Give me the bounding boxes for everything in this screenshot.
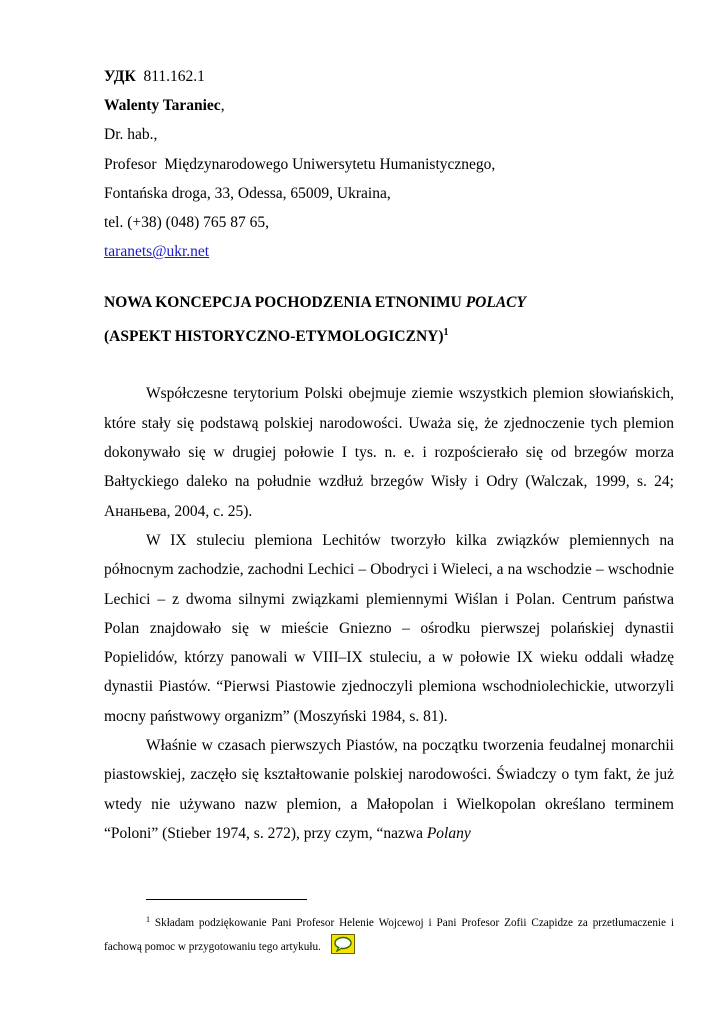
title-main: NOWA KONCEPCJA POCHODZENIA ETNONIMU: [104, 294, 466, 312]
footnote-separator: [146, 899, 307, 900]
author-degree: Dr. hab.,: [104, 126, 158, 144]
author-header: [104, 62, 674, 266]
title-line-2: [104, 318, 674, 352]
title-subtitle: (ASPEKT HISTORYCZNO-ETYMOLOGICZNY): [104, 328, 444, 346]
paragraph-2: W IX stuleciu plemiona Lechitów tworzyło kilka związków plemiennych na północnym zachodzie, zachodni Lechici – Obodryci i Wieleci, a na wschodzie – wschodnie Lechici – z dwoma silnymi związkami plemiennymi Wiślan i Polan. Centrum państwa Polan znajdowało się w mieście Gniezno – ośrodku pierwszej polańskiej dynastii Popielidów, którzy panowali w VIII–IX stuleciu, a w połowie IX wieku oddali władzę dynastii Piastów. “Pierwsi Piastowie zjednoczyli plemiona wschodniolechickie, utworzyli mocny państwowy organizm” (Moszyński 1984, s. 81).: [104, 531, 674, 725]
paragraph-1: Współczesne terytorium Polski obejmuje ziemie wszystkich plemion słowiańskich, które stały się podstawą polskiej narodowości. Uważa się, że zjednoczenie tych plemion dokonywało się w drugiej połowie I tys. n. e. i rozpościerało się od brzegów morza Bałtyckiego daleko na południe wzdłuż brzegów Wisły i Odry (Walczak, 1999, s. 24; Ананьева, 2004, с. 25).: [104, 385, 674, 520]
title-line-1: [104, 288, 674, 318]
author-email-link[interactable]: taranets@ukr.net: [104, 243, 210, 261]
paragraph-3-italic: Polany: [426, 824, 471, 842]
author-name: Walenty Taraniec: [104, 97, 221, 115]
author-phone: tel. (+38) (048) 765 87 65,: [104, 214, 270, 232]
footnote-text: Składam podziękowanie Pani Profesor Helenie Wojcewoj i Pani Profesor Zofii Czapidze za przetłumaczenie i fachową pomoc w przygotowaniu tego artykułu.: [104, 917, 674, 953]
paragraph-3-text: Właśnie w czasach pierwszych Piastów, na początku tworzenia feudalnej monarchii piastowskiej, zaczęło się kształtowanie polskiej narodowości. Świadczy o tym fakt, że już wtedy nie używano nazw plemion, a Małopolan i Wielkopolan określano terminem “Poloni” (Stieber 1974, s. 272), przy czym, “nazwa: [104, 736, 674, 842]
author-address: Fontańska droga, 33, Odessa, 65009, Ukraina,: [104, 184, 391, 202]
footnote-text-block: [104, 909, 674, 958]
udk-number: 811.162.1: [143, 68, 205, 85]
udk-label: УДК: [104, 68, 136, 85]
article-body: [104, 379, 674, 848]
document-page: [104, 62, 674, 848]
article-title: [104, 288, 674, 352]
author-position: Profesor Międzynarodowego Uniwersytetu Humanistycznego,: [104, 155, 496, 173]
title-footnote-ref[interactable]: 1: [443, 327, 449, 339]
footnote: [104, 909, 674, 958]
author-name-suffix: ,: [220, 97, 225, 115]
title-italic-word: POLACY: [465, 294, 526, 312]
udk-line: [104, 62, 674, 91]
footnote-number: 1: [146, 915, 150, 924]
author-line: [104, 91, 674, 120]
paragraph-3: [104, 731, 674, 848]
speech-bubble-icon[interactable]: [331, 934, 355, 954]
